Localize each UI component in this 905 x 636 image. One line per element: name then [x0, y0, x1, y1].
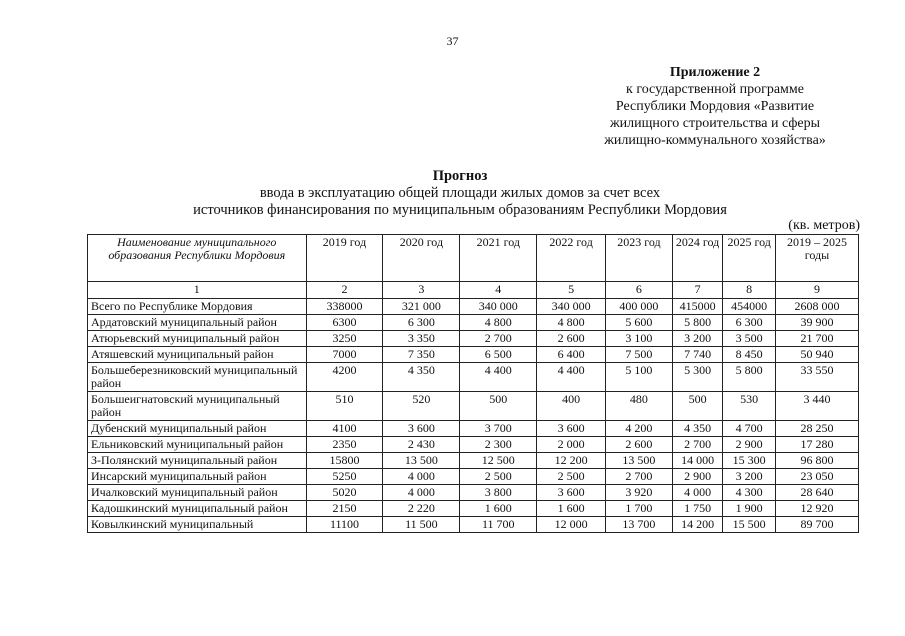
table-row	[88, 347, 859, 363]
table-cell: 2 300	[460, 437, 537, 453]
municipality-name: Кадошкинский муниципальный район	[88, 501, 307, 517]
column-number-row	[88, 282, 859, 299]
table-cell: 15 500	[723, 517, 776, 533]
table-cell: 2 220	[383, 501, 460, 517]
column-number: 9	[775, 282, 858, 299]
table-cell: 510	[306, 392, 383, 421]
table-cell: 28 640	[775, 485, 858, 501]
table-row	[88, 469, 859, 485]
municipality-name: Атюрьевский муниципальный район	[88, 331, 307, 347]
column-header-name: Наименование муниципального образования Республики Мордовия	[88, 235, 307, 282]
appendix-block	[560, 64, 870, 149]
table-cell: 5250	[306, 469, 383, 485]
table-cell: 11 700	[460, 517, 537, 533]
column-number: 5	[537, 282, 606, 299]
heading-line: источников финансирования по муниципальным образованиям Республики Мордовия	[193, 202, 727, 218]
table-cell: 2 700	[606, 469, 673, 485]
table-cell: 4 400	[460, 363, 537, 392]
table-cell: 480	[606, 392, 673, 421]
table-cell: 530	[723, 392, 776, 421]
column-header: 2019 – 2025 годы	[775, 235, 858, 282]
table-row	[88, 331, 859, 347]
heading-line: ввода в эксплуатацию общей площади жилых домов за счет всех	[259, 185, 661, 201]
table-cell: 4 000	[383, 485, 460, 501]
table-cell: 2150	[306, 501, 383, 517]
column-header: 2019 год	[306, 235, 383, 282]
table-cell: 2 500	[537, 469, 606, 485]
table-cell: 1 600	[537, 501, 606, 517]
table-cell: 2 430	[383, 437, 460, 453]
units-label: (кв. метров)	[788, 218, 860, 233]
table-cell: 4 700	[723, 421, 776, 437]
column-header: 2020 год	[383, 235, 460, 282]
table-cell: 21 700	[775, 331, 858, 347]
table-cell: 2 000	[537, 437, 606, 453]
table-cell: 3 440	[775, 392, 858, 421]
table-cell: 6300	[306, 315, 383, 331]
appendix-line: к государственной программе	[626, 82, 804, 97]
table-cell: 4 800	[537, 315, 606, 331]
table-cell: 13 700	[606, 517, 673, 533]
table-cell: 5 800	[672, 315, 723, 331]
table-cell: 14 200	[672, 517, 723, 533]
municipality-name: Ичалковский муниципальный район	[88, 485, 307, 501]
column-number: 3	[383, 282, 460, 299]
table-cell: 400 000	[606, 299, 673, 315]
table-cell: 5 300	[672, 363, 723, 392]
table-cell: 400	[537, 392, 606, 421]
table-cell: 1 600	[460, 501, 537, 517]
municipality-name: Ковылкинский муниципальный	[88, 517, 307, 533]
table-cell: 4 300	[723, 485, 776, 501]
table-cell: 33 550	[775, 363, 858, 392]
table-cell: 89 700	[775, 517, 858, 533]
table-cell: 415000	[672, 299, 723, 315]
table-row	[88, 392, 859, 421]
appendix-line: жилищно-коммунального хозяйства»	[604, 133, 826, 148]
table-row	[88, 485, 859, 501]
table-cell: 14 000	[672, 453, 723, 469]
header-row	[88, 235, 859, 282]
municipality-name: Ардатовский муниципальный район	[88, 315, 307, 331]
table-cell: 3250	[306, 331, 383, 347]
table-cell: 3 200	[672, 331, 723, 347]
table-cell: 13 500	[606, 453, 673, 469]
table-row	[88, 315, 859, 331]
table-cell: 340 000	[460, 299, 537, 315]
table-cell: 2 900	[723, 437, 776, 453]
table-cell: 2 600	[606, 437, 673, 453]
table-cell: 338000	[306, 299, 383, 315]
table-cell: 4 200	[606, 421, 673, 437]
table-cell: 39 900	[775, 315, 858, 331]
table-cell: 3 600	[537, 485, 606, 501]
table-cell: 6 500	[460, 347, 537, 363]
table-cell: 500	[460, 392, 537, 421]
municipality-name: Дубенский муниципальный район	[88, 421, 307, 437]
table-cell: 1 750	[672, 501, 723, 517]
column-number: 8	[723, 282, 776, 299]
table-cell: 4100	[306, 421, 383, 437]
table-cell: 4 350	[383, 363, 460, 392]
table-row	[88, 517, 859, 533]
table-cell: 321 000	[383, 299, 460, 315]
table-cell: 13 500	[383, 453, 460, 469]
municipality-name: З-Полянский муниципальный район	[88, 453, 307, 469]
column-header: 2021 год	[460, 235, 537, 282]
table-cell: 3 800	[460, 485, 537, 501]
table-cell: 11 500	[383, 517, 460, 533]
column-header: 2023 год	[606, 235, 673, 282]
table-cell: 2608 000	[775, 299, 858, 315]
table-cell: 3 700	[460, 421, 537, 437]
table-cell: 2350	[306, 437, 383, 453]
table-cell: 2 700	[460, 331, 537, 347]
municipality-name: Ельниковский муниципальный район	[88, 437, 307, 453]
table-cell: 3 600	[537, 421, 606, 437]
table-row	[88, 363, 859, 392]
municipality-name: Всего по Республике Мордовия	[88, 299, 307, 315]
municipality-name: Большеберезниковский муниципальный район	[88, 363, 307, 392]
column-header: 2025 год	[723, 235, 776, 282]
table-cell: 6 300	[723, 315, 776, 331]
column-number: 4	[460, 282, 537, 299]
table-cell: 12 500	[460, 453, 537, 469]
table-cell: 3 350	[383, 331, 460, 347]
forecast-table	[87, 234, 859, 533]
table-cell: 12 920	[775, 501, 858, 517]
table-cell: 1 900	[723, 501, 776, 517]
table-row	[88, 501, 859, 517]
heading-title: Прогноз	[432, 168, 488, 184]
table-cell: 4200	[306, 363, 383, 392]
table-cell: 4 000	[672, 485, 723, 501]
table-cell: 2 500	[460, 469, 537, 485]
table-cell: 7 350	[383, 347, 460, 363]
table-cell: 8 450	[723, 347, 776, 363]
table-cell: 454000	[723, 299, 776, 315]
column-number: 7	[672, 282, 723, 299]
table-cell: 28 250	[775, 421, 858, 437]
table-cell: 5 600	[606, 315, 673, 331]
municipality-name: Инсарский муниципальный район	[88, 469, 307, 485]
table-cell: 7 740	[672, 347, 723, 363]
column-number: 2	[306, 282, 383, 299]
table-cell: 5 100	[606, 363, 673, 392]
appendix-line: жилищного строительства и сферы	[609, 116, 821, 131]
table-cell: 4 400	[537, 363, 606, 392]
table-cell: 15 300	[723, 453, 776, 469]
table-cell: 6 300	[383, 315, 460, 331]
table-cell: 6 400	[537, 347, 606, 363]
table-cell: 12 000	[537, 517, 606, 533]
table-cell: 3 600	[383, 421, 460, 437]
table-cell: 15800	[306, 453, 383, 469]
table-cell: 1 700	[606, 501, 673, 517]
table-cell: 12 200	[537, 453, 606, 469]
table-cell: 23 050	[775, 469, 858, 485]
table-row	[88, 453, 859, 469]
table-cell: 3 100	[606, 331, 673, 347]
table-cell: 4 000	[383, 469, 460, 485]
municipality-name: Большеигнатовский муниципальный район	[88, 392, 307, 421]
table-cell: 50 940	[775, 347, 858, 363]
table-cell: 2 600	[537, 331, 606, 347]
column-number: 1	[88, 282, 307, 299]
column-number: 6	[606, 282, 673, 299]
table-cell: 500	[672, 392, 723, 421]
table-cell: 340 000	[537, 299, 606, 315]
table-row	[88, 421, 859, 437]
appendix-line: Республики Мордовия «Развитие	[615, 99, 815, 114]
table-cell: 4 350	[672, 421, 723, 437]
table-cell: 96 800	[775, 453, 858, 469]
document-heading	[60, 168, 860, 219]
table-cell: 3 200	[723, 469, 776, 485]
table-cell: 5020	[306, 485, 383, 501]
table-cell: 3 500	[723, 331, 776, 347]
table-cell: 17 280	[775, 437, 858, 453]
page-number: 37	[446, 34, 459, 48]
table-row	[88, 437, 859, 453]
column-header: 2024 год	[672, 235, 723, 282]
table-cell: 7000	[306, 347, 383, 363]
column-header: 2022 год	[537, 235, 606, 282]
municipality-name: Атяшевский муниципальный район	[88, 347, 307, 363]
table-cell: 11100	[306, 517, 383, 533]
table-cell: 520	[383, 392, 460, 421]
table-cell: 3 920	[606, 485, 673, 501]
table-cell: 7 500	[606, 347, 673, 363]
table-cell: 5 800	[723, 363, 776, 392]
table-cell: 4 800	[460, 315, 537, 331]
table-row	[88, 299, 859, 315]
table-cell: 2 700	[672, 437, 723, 453]
appendix-title: Приложение 2	[669, 65, 761, 80]
table-cell: 2 900	[672, 469, 723, 485]
